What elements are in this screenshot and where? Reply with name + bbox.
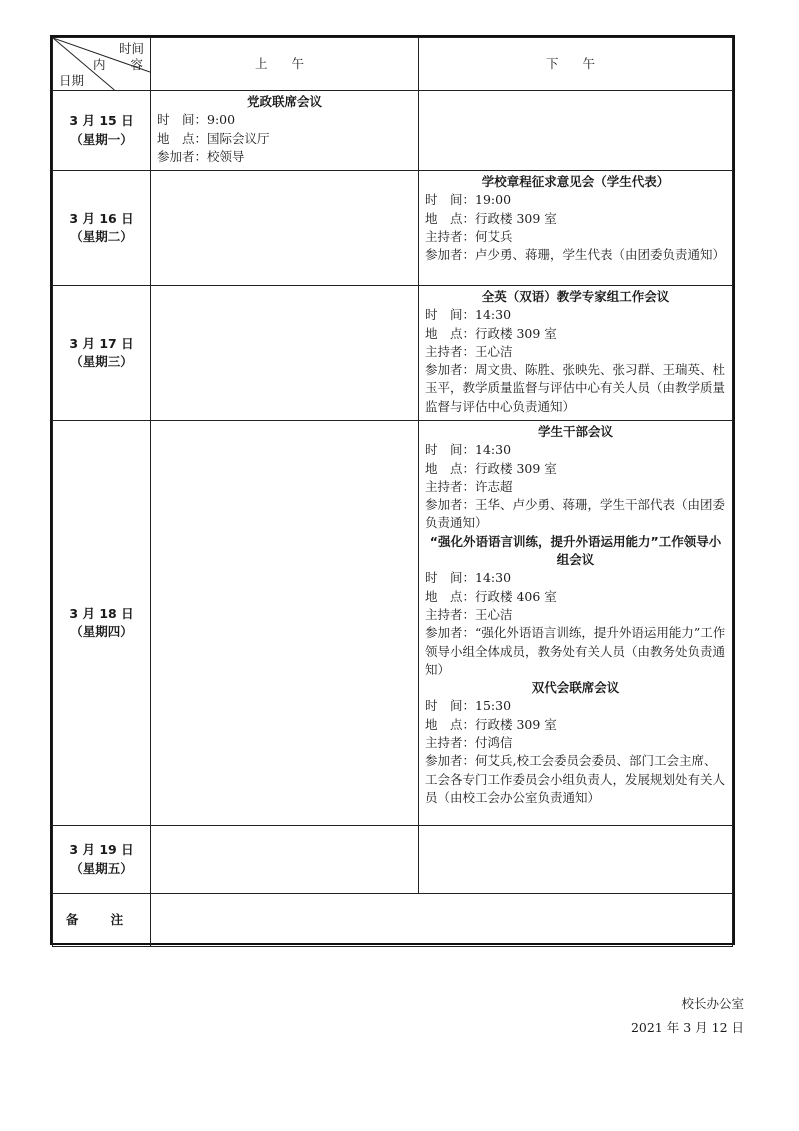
remarks-row — [53, 894, 733, 947]
meeting-detail: 主持者：许志超 — [425, 478, 513, 494]
meeting-detail: 参加者：何艾兵,校工会委员会委员、部门工会主席、工会各专门工作委员会小组负责人，发展规划处有关人员（由校工会办公室负责通知） — [425, 753, 726, 805]
day-rows — [53, 91, 733, 894]
date-label: 3 月 15 日 — [69, 113, 134, 129]
weekday-label: （星期三） — [70, 354, 133, 369]
day-row — [53, 826, 733, 894]
meeting-detail: 时 间：15:30 — [425, 698, 512, 714]
morning-cell — [151, 826, 419, 894]
date-label: 3 月 19 日 — [69, 842, 134, 858]
corner-header-cell — [53, 38, 151, 91]
date-cell — [53, 171, 151, 286]
meeting-detail: 主持者：王心洁 — [425, 606, 513, 622]
meeting-detail: 参加者：“强化外语语言训练，提升外语运用能力”工作领导小组全体成员，教务处有关人员（由教务处负责通知） — [425, 625, 726, 677]
afternoon-header: 下 午 — [419, 38, 733, 91]
weekday-label: （星期二） — [70, 229, 133, 244]
meeting-title: 双代会联席会议 — [531, 680, 620, 696]
corner-time-label: 时间 — [118, 41, 144, 56]
schedule-sheet — [50, 35, 735, 945]
meeting-detail: 主持者：付鸿信 — [425, 735, 513, 751]
meeting-detail: 参加者：卢少勇、蒋珊，学生代表（由团委负责通知） — [425, 247, 726, 263]
afternoon-cell — [419, 286, 733, 421]
remarks-label: 备 注 — [53, 894, 151, 947]
day-row — [53, 171, 733, 286]
remarks-value — [151, 894, 733, 947]
meeting-detail: 地 点：行政楼 309 室 — [425, 210, 557, 226]
date-cell — [53, 421, 151, 826]
meeting-detail: 参加者：周文贵、陈胜、张映先、张习群、王瑞英、杜玉平，教学质量监督与评估中心有关人员（由教学质量监督与评估中心负责通知） — [425, 362, 726, 414]
morning-cell — [151, 286, 419, 421]
meeting-detail: 时 间：14:30 — [425, 570, 512, 586]
meeting-detail: 地 点：行政楼 309 室 — [425, 460, 557, 476]
meeting-detail: 地 点：行政楼 309 室 — [425, 325, 557, 341]
meeting-detail: 地 点：行政楼 309 室 — [425, 716, 557, 732]
meeting-title: 党政联席会议 — [246, 94, 322, 109]
issue-date: 2021 年 3 月 12 日 — [630, 1020, 744, 1035]
corner-content-label: 内 容 — [93, 57, 144, 72]
afternoon-cell — [419, 171, 733, 286]
date-label: 3 月 17 日 — [69, 335, 134, 351]
header-row — [53, 38, 733, 91]
afternoon-cell — [419, 826, 733, 894]
day-row — [53, 286, 733, 421]
morning-header: 上 午 — [151, 38, 419, 91]
date-cell — [53, 826, 151, 894]
meeting-detail: 主持者：王心洁 — [425, 343, 513, 359]
weekday-label: （星期一） — [70, 131, 133, 147]
date-cell — [53, 91, 151, 171]
meeting-detail: 时 间：14:30 — [425, 307, 512, 323]
morning-cell — [151, 421, 419, 826]
corner-date-label: 日期 — [59, 73, 85, 88]
day-row — [53, 421, 733, 826]
meeting-detail: 参加者：校领导 — [157, 148, 245, 164]
meeting-detail: 参加者：王华、卢少勇、蒋珊，学生干部代表（由团委负责通知） — [425, 497, 726, 531]
afternoon-cell — [419, 91, 733, 171]
morning-cell — [151, 91, 419, 171]
meeting-detail: 时 间：14:30 — [425, 442, 512, 458]
morning-cell — [151, 171, 419, 286]
meeting-detail: 地 点：国际会议厅 — [157, 130, 270, 146]
meeting-title: 学生干部会议 — [537, 424, 613, 439]
date-cell — [53, 286, 151, 421]
meeting-title: “强化外语语言训练，提升外语运用能力”工作领导小组会议 — [429, 533, 722, 568]
meeting-detail: 时 间：9:00 — [157, 112, 236, 128]
meeting-detail: 时 间：19:00 — [425, 192, 512, 208]
meeting-title: 全英（双语）教学专家组工作会议 — [481, 289, 670, 304]
meeting-detail: 地 点：行政楼 406 室 — [425, 588, 557, 604]
day-row — [53, 91, 733, 171]
date-label: 3 月 18 日 — [69, 605, 134, 621]
afternoon-cell — [419, 421, 733, 826]
weekly-schedule-table — [52, 37, 733, 947]
date-label: 3 月 16 日 — [69, 210, 134, 226]
issuer-name: 校长办公室 — [681, 996, 744, 1011]
weekday-label: （星期五） — [70, 860, 133, 876]
meeting-detail: 主持者：何艾兵 — [425, 228, 513, 244]
meeting-title: 学校章程征求意见会（学生代表） — [481, 174, 670, 189]
weekday-label: （星期四） — [70, 624, 133, 639]
